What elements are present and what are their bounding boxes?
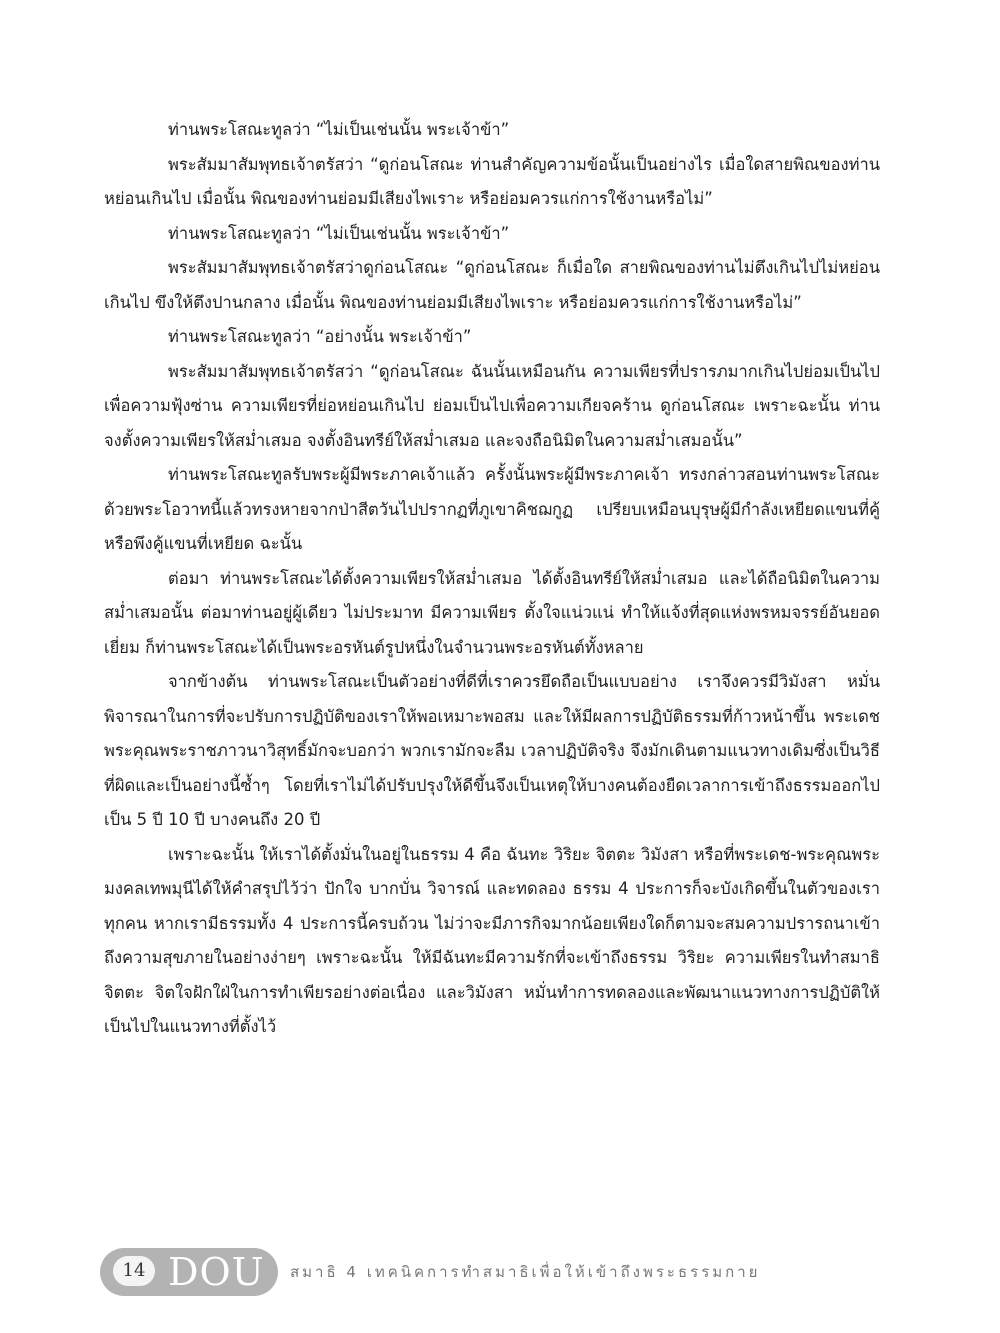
book-title: สมาธิ 4 เทคนิคการทำสมาธิเพื่อให้เข้าถึงพระธรรมกาย xyxy=(290,1263,761,1281)
paragraph: ท่านพระโสณะทูลว่า “ไม่เป็นเช่นนั้น พระเจ้าข้า” xyxy=(168,223,510,243)
paragraph: พระสัมมาสัมพุทธเจ้าตรัสว่า “ดูก่อนโสณะ ฉันนั้นเหมือนกัน ความเพียรที่ปรารภมากเกินไปย่อมเป็นไปเพื่อความฟุ้งซ่าน ความเพียรที่ย่อหย่อนเกินไป ย่อมเป็นไปเพื่อความเกียจคร้าน ดูก่อนโสณะ เพราะฉะนั้น ท่านจงตั้งความเพียรให้สม่ำเสมอ จงตั้งอินทรีย์ให้สม่ำเสมอ และจงถือนิมิตในความสม่ำเสมอนั้น” xyxy=(104,361,880,450)
footer-badge xyxy=(100,1248,278,1296)
paragraph: พระสัมมาสัมพุทธเจ้าตรัสว่า “ดูก่อนโสณะ ท่านสำคัญความข้อนั้นเป็นอย่างไร เมื่อใดสายพิณของท่านหย่อนเกินไป เมื่อนั้น พิณของท่านย่อมมีเสียงไพเราะ หรือย่อมควรแก่การใช้งานหรือไม่” xyxy=(104,154,880,208)
body-text xyxy=(104,113,880,1045)
paragraph: จากข้างต้น ท่านพระโสณะเป็นตัวอย่างที่ดีที่เราควรยึดถือเป็นแบบอย่าง เราจึงควรมีวิมังสา หมั่นพิจารณาในการที่จะปรับการปฏิบัติของเราให้พอเหมาะพอสม และให้มีผลการปฏิบัติธรรมที่ก้าวหน้าขึ้น พระเดชพระคุณพระราชภาวนาวิสุทธิ์มักจะบอกว่า พวกเรามักจะลืม เวลาปฏิบัติจริง จึงมักเดินตามแนวทางเดิมซึ่งเป็นวิธีที่ผิดและเป็นอย่างนี้ซ้ำๆ โดยที่เราไม่ได้ปรับปรุงให้ดีขึ้นจึงเป็นเหตุให้บางคนต้องยืดเวลาการเข้าถึงธรรมออกไป เป็น 5 ปี 10 ปี บางคนถึง 20 ปี xyxy=(104,672,880,829)
paragraph: พระสัมมาสัมพุทธเจ้าตรัสว่าดูก่อนโสณะ “ดูก่อนโสณะ ก็เมื่อใด สายพิณของท่านไม่ตึงเกินไปไม่หย่อนเกินไป ขึงให้ตึงปานกลาง เมื่อนั้น พิณของท่านย่อมมีเสียงไพเราะ หรือย่อมควรแก่การใช้งานหรือไม่” xyxy=(104,258,880,312)
page-number: 14 xyxy=(113,1256,155,1286)
paragraph: ท่านพระโสณะทูลว่า “อย่างนั้น พระเจ้าข้า” xyxy=(168,327,472,346)
paragraph: ท่านพระโสณะทูลว่า “ไม่เป็นเช่นนั้น พระเจ้าข้า” xyxy=(168,120,510,139)
brand-logo-text: DOU xyxy=(168,1250,265,1294)
paragraph: เพราะฉะนั้น ให้เราได้ตั้งมั่นในอยู่ในธรรม 4 คือ ฉันทะ วิริยะ จิตตะ วิมังสา หรือที่พระเดช-พระคุณพระมงคลเทพมุนีได้ให้คำสรุปไว้ว่า ปักใจ บากบั่น วิจารณ์ และทดลอง ธรรม 4 ประการก็จะบังเกิดขึ้นในตัวของเราทุกคน หากเรามีธรรมทั้ง 4 ประการนี้ครบถ้วน ไม่ว่าจะมีภารกิจมากน้อยเพียงใดก็ตามจะสมความปรารถนาเข้าถึงความสุขภายในอย่างง่ายๆ เพราะฉะนั้น ให้มีฉันทะมีความรักที่จะเข้าถึงธรรม วิริยะ ความเพียรในทำสมาธิ จิตตะ จิตใจฝักใฝ่ในการทำเพียรอย่างต่อเนื่อง และวิมังสา หมั่นทำการทดลองและพัฒนาแนวทางการปฏิบัติให้เป็นไปในแนวทางที่ตั้งไว้ xyxy=(104,844,880,1036)
page-footer xyxy=(100,1248,900,1298)
paragraph: ท่านพระโสณะทูลรับพระผู้มีพระภาคเจ้าแล้ว ครั้งนั้นพระผู้มีพระภาคเจ้า ทรงกล่าวสอนท่านพระโสณะด้วยพระโอวาทนี้แล้วทรงหายจากป่าสีตวันไปปรากฏที่ภูเขาคิชฌกูฏ เปรียบเหมือนบุรุษผู้มีกำลังเหยียดแขนที่คู้ หรือพึงคู้แขนที่เหยียด ฉะนั้น xyxy=(104,465,880,553)
paragraph: ต่อมา ท่านพระโสณะได้ตั้งความเพียรให้สม่ำเสมอ ได้ตั้งอินทรีย์ให้สม่ำเสมอ และได้ถือนิมิตในความสม่ำเสมอนั้น ต่อมาท่านอยู่ผู้เดียว ไม่ประมาท มีความเพียร ตั้งใจแน่วแน่ ทำให้แจ้งที่สุดแห่งพรหมจรรย์อันยอดเยี่ยม ก็ท่านพระโสณะได้เป็นพระอรหันต์รูปหนึ่งในจำนวนพระอรหันต์ทั้งหลาย xyxy=(104,568,880,657)
